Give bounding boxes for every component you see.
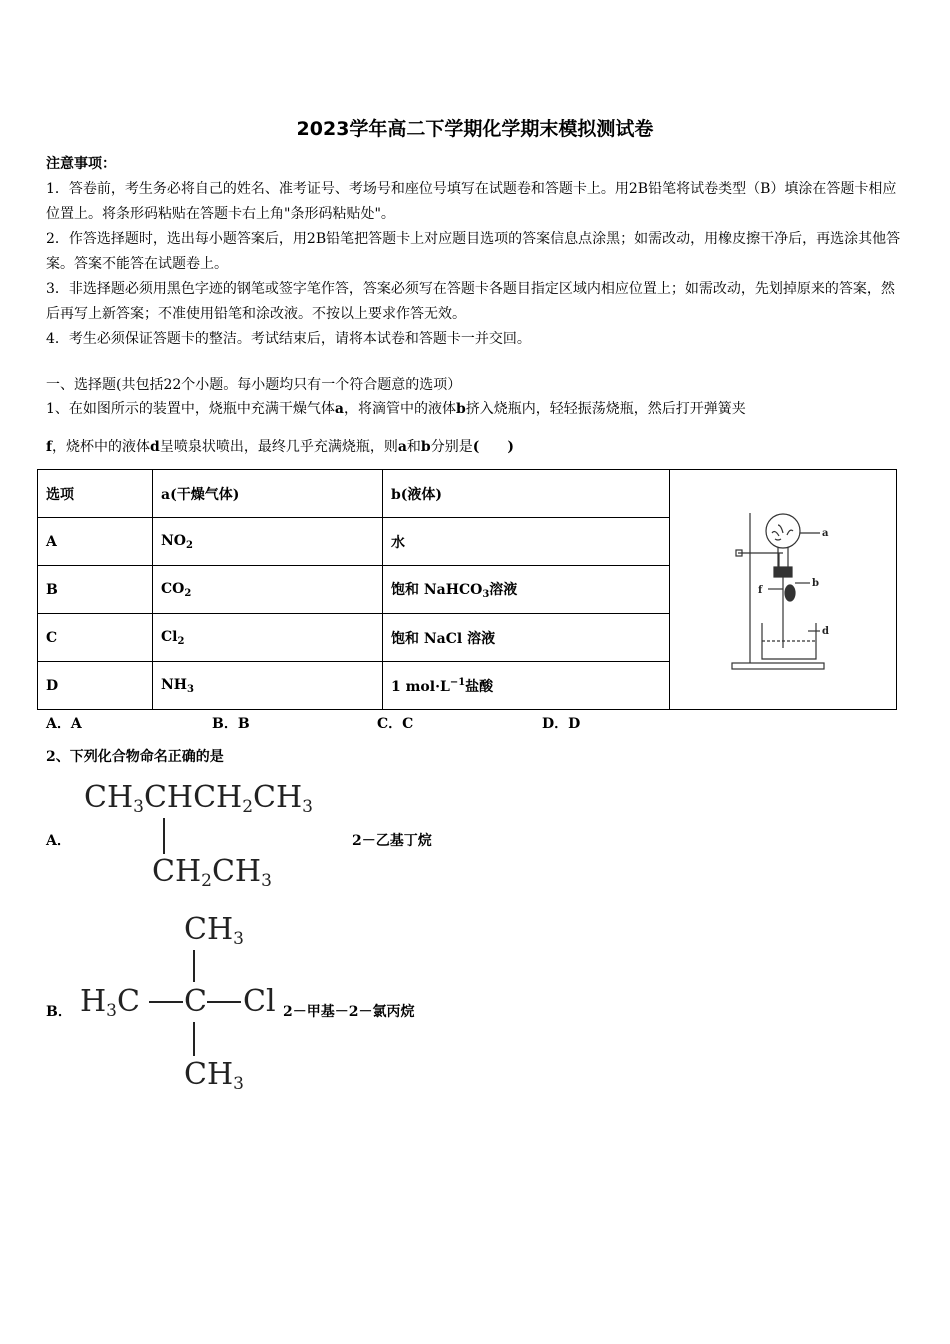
q2-option-b-name: 2－甲基－2－氯丙烷 [283, 1004, 415, 1020]
label-d: d [822, 625, 829, 637]
question-1-stem [46, 398, 904, 458]
label-b: b [812, 577, 819, 589]
q1-var-f: f [46, 439, 53, 455]
option-cell: D [38, 662, 153, 710]
apparatus-figure-cell [670, 470, 897, 710]
q2-option-a-name: 2－乙基丁烷 [352, 833, 432, 849]
gas-cell: $Cl_2$ [153, 614, 383, 662]
stopper [774, 567, 792, 577]
fountain-apparatus-diagram [728, 503, 838, 673]
formula-a-branch: $CH_2CH_3$ [152, 854, 272, 891]
q2-option-b-label[interactable]: B． [46, 1004, 72, 1020]
notice-heading: 注意事项： [46, 156, 116, 172]
notice-item: 3．非选择题必须用黑色字迹的钢笔或签字笔作答，答案必须写在答题卡各题目指定区域内相应位置上；如需改动，先划掉原来的答案，然后再写上新答案；不准使用铅笔和涂改液。不按以上要求作答无效。 [46, 281, 895, 322]
liquid-cell: 饱和 NaHCO$_3$溶液 [383, 566, 670, 614]
bond-horizontal [207, 1001, 241, 1003]
liquid-cell: 水 [383, 518, 670, 566]
choice-d[interactable]: D．D [542, 716, 581, 732]
header-cell: b(液体) [383, 470, 670, 518]
bond-horizontal [149, 1001, 183, 1003]
options-table [37, 469, 897, 710]
option-cell: C [38, 614, 153, 662]
label-f: f [758, 584, 763, 596]
liquid-cell: 饱和 NaCl 溶液 [383, 614, 670, 662]
option-cell: B [38, 566, 153, 614]
q1-text: 挤入烧瓶内，轻轻振荡烧瓶，然后打开弹簧夹 [465, 401, 746, 417]
notice-item: 1．答卷前，考生务必将自己的姓名、准考证号、考场号和座位号填写在试题卷和答题卡上。用2B铅笔将试卷类型（B）填涂在答题卡相应位置上。将条形码粘贴在答题卡右上角"条形码粘贴处"。 [46, 181, 897, 222]
choice-b[interactable]: B．B [212, 716, 250, 732]
q1-var-d: d [150, 439, 160, 455]
formula-b-center: C [184, 984, 207, 1019]
q1-var-a: a [334, 401, 344, 417]
bond-vertical [163, 818, 165, 854]
q1-text: ，将滴管中的液体 [343, 401, 456, 417]
notice-item: 4．考生必须保证答题卡的整洁。考试结束后，请将本试卷和答题卡一并交回。 [46, 331, 531, 347]
formula-b-bottom: $CH_3$ [184, 1057, 244, 1094]
bond-vertical [193, 1022, 195, 1056]
q1-text: 和 [406, 439, 421, 455]
q1-var-b: b [420, 439, 431, 455]
bond-vertical [193, 950, 195, 982]
choice-a[interactable]: A．A [46, 716, 82, 732]
gas-cell: $NH_3$ [153, 662, 383, 710]
q1-text: 呈喷泉状喷出，最终几乎充满烧瓶，则 [159, 439, 398, 455]
q1-text: 分别是 [430, 439, 473, 455]
notice-block [46, 152, 904, 352]
formula-b-right: Cl [243, 984, 276, 1019]
option-cell: A [38, 518, 153, 566]
fountain-spray [772, 525, 793, 540]
formula-b-left: $H_3C$ [80, 984, 140, 1021]
label-a: a [822, 527, 829, 539]
notice-item: 2．作答选择题时，选出每小题答案后，用2B铅笔把答题卡上对应题目选项的答案信息点涂黑；如需改动，用橡皮擦干净后，再选涂其他答案。答案不能答在试题卷上。 [46, 231, 901, 272]
question-2-stem: 2、下列化合物命名正确的是 [46, 749, 224, 765]
q1-text: ，烧杯中的液体 [52, 439, 151, 455]
header-cell: a(干燥气体) [153, 470, 383, 518]
section-heading: 一、选择题(共包括22个小题。每小题均只有一个符合题意的选项） [46, 377, 462, 393]
gas-cell: $NO_2$ [153, 518, 383, 566]
q1-text: 1、在如图所示的装置中，烧瓶中充满干燥气体 [46, 401, 335, 417]
dropper-bulb [785, 585, 795, 601]
stand-base [732, 663, 824, 669]
q1-var-a: a [397, 439, 407, 455]
formula-b-top: $CH_3$ [184, 912, 244, 949]
header-cell: 选项 [38, 470, 153, 518]
page-title: 2023学年高二下学期化学期末模拟测试卷 [296, 118, 654, 140]
liquid-cell: 1 $mol\cdot L^{-1}$盐酸 [383, 662, 670, 710]
gas-cell: $CO_2$ [153, 566, 383, 614]
q2-option-a-label[interactable]: A． [46, 833, 71, 849]
q1-var-b: b [455, 401, 466, 417]
table-header-row [38, 470, 897, 518]
choice-c[interactable]: C．C [377, 716, 414, 732]
formula-a-main-chain: $CH_3CHCH_2CH_3$ [84, 780, 313, 817]
answer-blank: ( ) [472, 439, 514, 455]
